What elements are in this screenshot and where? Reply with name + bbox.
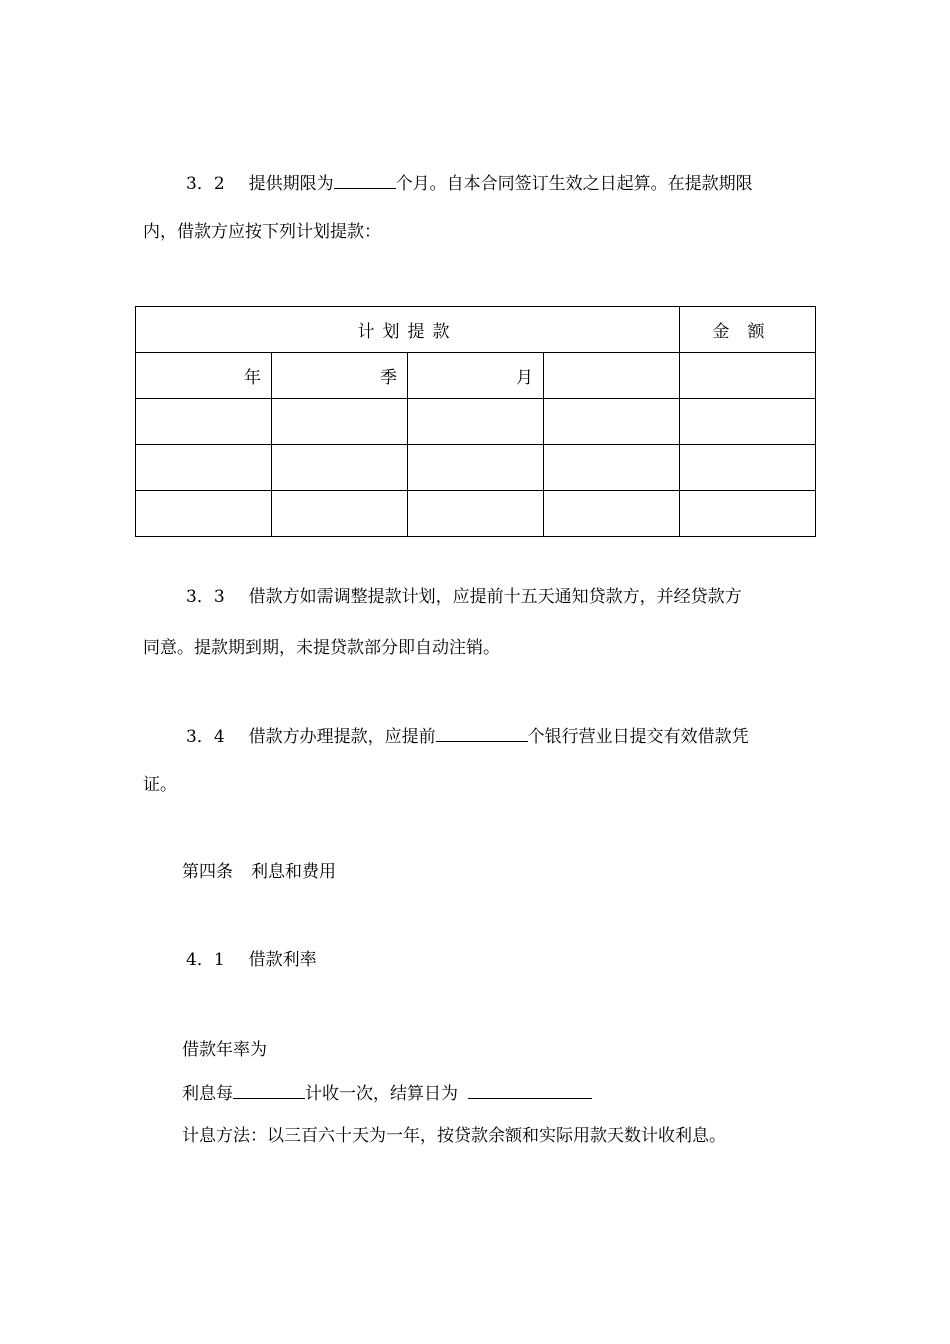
subheader-quarter: 季 [272,353,408,399]
clause-text: 个银行营业日提交有效借款凭 [527,727,749,747]
table-cell[interactable] [408,491,544,537]
table-cell[interactable] [408,445,544,491]
clause-3-4-line2: 证。 [143,775,177,795]
annual-rate-line: 借款年率为 [182,1040,267,1060]
table-cell[interactable] [544,445,680,491]
months-blank[interactable] [334,170,396,189]
settlement-date-blank[interactable] [468,1080,592,1099]
clause-4-1 [186,948,317,972]
clause-3-2-line2: 内，借款方应按下列计划提款： [143,222,381,242]
clause-number: 3．3 [186,587,225,607]
table-cell[interactable] [544,353,680,399]
interest-text: 计收一次，结算日为 [305,1084,458,1104]
table-cell[interactable] [408,399,544,445]
header-amount: 金额 [680,307,816,353]
table-cell[interactable] [544,399,680,445]
article-subtitle: 利息和费用 [251,862,336,882]
clause-3-3-line2: 同意。提款期到期，未提贷款部分即自动注销。 [143,638,500,658]
article-title: 第四条 [182,862,233,882]
article-4-heading [182,860,336,884]
table-cell[interactable] [272,491,408,537]
table-cell[interactable] [680,491,816,537]
table-cell[interactable] [680,445,816,491]
header-plan: 计划提款 [136,307,680,353]
interest-period-line [182,1080,592,1106]
table-cell[interactable] [272,445,408,491]
clause-text: 借款方如需调整提款计划，应提前十五天通知贷款方，并经贷款方 [248,587,742,607]
table-cell[interactable] [136,399,272,445]
clause-3-2-line1 [186,170,753,196]
interest-period-blank[interactable] [233,1080,305,1099]
table-cell[interactable] [680,399,816,445]
days-blank[interactable] [436,723,528,742]
clause-number: 4．1 [186,950,225,970]
table-row [136,491,816,537]
clause-number: 3．2 [186,174,225,194]
table-cell[interactable] [544,491,680,537]
table-cell[interactable] [272,399,408,445]
clause-text: 借款利率 [248,950,317,970]
clause-text: 个月。自本合同签订生效之日起算。在提款期限 [395,174,753,194]
table-row [136,445,816,491]
subheader-year: 年 [136,353,272,399]
table-header-row [136,307,816,353]
clause-number: 3．4 [186,727,225,747]
clause-text: 提供期限为 [248,174,334,194]
table-row [136,399,816,445]
interest-text: 利息每 [182,1084,233,1104]
table-cell[interactable] [136,445,272,491]
clause-3-3-line1 [186,585,742,609]
withdrawal-plan-table [135,306,816,537]
table-cell[interactable] [680,353,816,399]
subheader-month: 月 [408,353,544,399]
clause-text: 借款方办理提款，应提前 [248,727,436,747]
table-cell[interactable] [136,491,272,537]
interest-method-line: 计息方法：以三百六十天为一年，按贷款余额和实际用款天数计收利息。 [182,1126,726,1146]
clause-3-4-line1 [186,723,749,749]
table-subheader-row [136,353,816,399]
